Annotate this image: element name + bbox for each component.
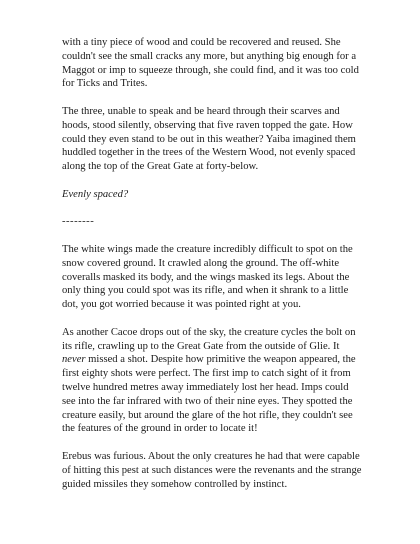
section-divider: -------- [62, 216, 95, 228]
paragraph-6 [62, 326, 362, 436]
italic-line: Evenly spaced? [62, 188, 129, 200]
paragraph-3-italic [62, 188, 362, 202]
paragraph-2: The three, unable to speak and be heard through their scarves and hoods, stood silently, observing that five raven topped the gate. How could they even stand to be out in this weather? Yaiba imagined them huddled together in the trees of the Western Wood, not evenly spaced along the top of the Great Gate at forty-below. [62, 105, 356, 173]
paragraph-5: The white wings made the creature incredibly difficult to spot on the snow covered ground. It crawled along the ground. The off-white coveralls masked its body, and the wings masked its legs. About the only thing you could spot was its rifle, and when it shrank to a little dot, you got worried because it was pointed right at you. [62, 243, 353, 311]
paragraph-6-emphasis: never [62, 354, 86, 366]
paragraph-6-before: As another Cacoe drops out of the sky, the creature cycles the bolt on its rifle, crawling up to the Great Gate from the outside of Glie. It [62, 326, 356, 352]
document-page [62, 36, 362, 505]
paragraph-6-after: missed a shot. Despite how primitive the weapon appeared, the first eighty shots were perfect. The first imp to catch sight of it from twelve hundred metres away immediately lost her head. Imps could see into the far infrared with two of their nine eyes. They spotted the creature easily, but around the glare of the hot rifle, they couldn't see the features of the ground in order to locate it! [62, 354, 356, 435]
paragraph-7: Erebus was furious. About the only creatures he had that were capable of hitting this pest at such distances were the revenants and the strange guided missiles they somehow controlled by instinct. [62, 450, 362, 490]
paragraph-1: with a tiny piece of wood and could be recovered and reused. She couldn't see the small cracks any more, but anything big enough for a Maggot or imp to squeeze through, she could find, and it was too cold for Ticks and Trites. [62, 37, 359, 90]
